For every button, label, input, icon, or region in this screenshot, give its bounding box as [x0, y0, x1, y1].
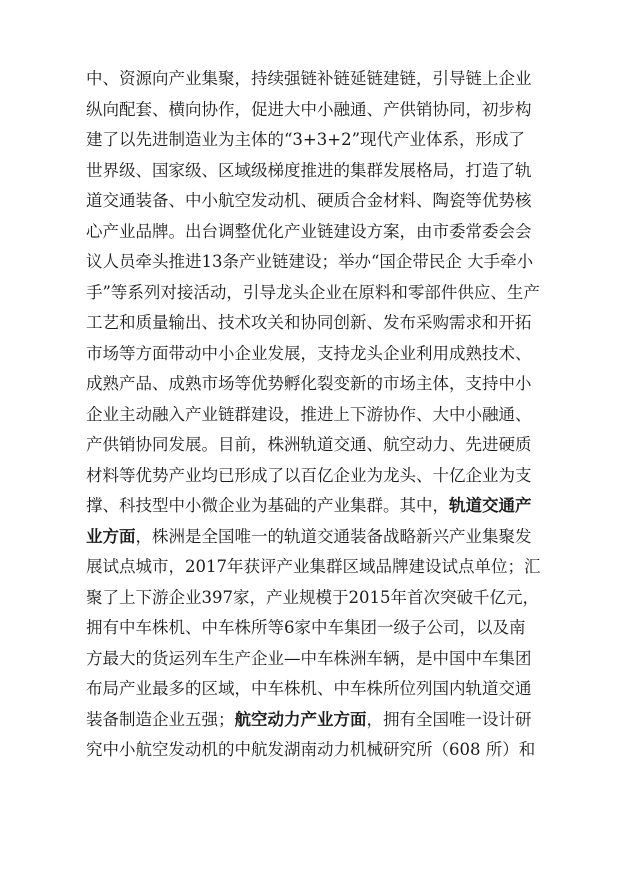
- bold-heading-segment: 业方面: [86, 526, 136, 546]
- text-segment: 展试点城市，2017年获评产业集群区域品牌建设试点单位；汇: [86, 557, 541, 576]
- text-line: [86, 186, 548, 217]
- text-line: [86, 217, 548, 248]
- text-segment: 产供销协同发展。目前，株洲轨道交通、航空动力、先进硬质: [86, 435, 532, 454]
- text-segment: ，株洲是全国唯一的轨道交通装备战略新兴产业集聚发: [135, 526, 532, 546]
- text-segment: 企业主动融入产业链群建设，推进上下游协作、大中小融通、: [86, 404, 532, 424]
- text-line: [86, 674, 548, 705]
- text-segment: 市场等方面带动中小企业发展，支持龙头企业利用成熟技术、: [86, 343, 532, 363]
- text-line: [86, 308, 548, 339]
- text-line: [86, 156, 548, 187]
- text-line: [86, 522, 548, 553]
- text-line: [86, 461, 548, 492]
- text-line: [86, 583, 548, 614]
- text-line: [86, 430, 548, 461]
- text-segment: 工艺和质量输出、技术攻关和协同创新、发布采购需求和开拓: [86, 313, 532, 332]
- text-segment: 道交通装备、中小航空发动机、硬质合金材料、陶瓷等优势核: [86, 191, 532, 210]
- text-segment: 布局产业最多的区域，中车株机、中车株所位列国内轨道交通: [86, 679, 532, 698]
- text-segment: 拥有中车株机、中车株所等6家中车集团一级子公司，以及南: [86, 618, 526, 637]
- text-segment: ，拥有全国唯一设计研: [366, 709, 532, 729]
- text-line: [86, 278, 548, 309]
- text-segment: 成熟产品、成熟市场等优势孵化裂变新的市场主体，支持中小: [86, 374, 532, 393]
- text-line: [86, 400, 548, 431]
- text-segment: 心产业品牌。出台调整优化产业链建设方案，由市委常委会会: [86, 221, 532, 241]
- text-line: [86, 369, 548, 400]
- text-segment: 中、资源向产业集聚，持续强链补链延链建链，引导链上企业: [86, 69, 532, 88]
- text-line: [86, 491, 548, 522]
- text-segment: 议人员牵头推进13条产业链建设；举办“国企带民企 大手牵小: [86, 252, 534, 271]
- text-segment: 世界级、国家级、区域级梯度推进的集群发展格局，打造了轨: [86, 160, 532, 180]
- text-line: [86, 95, 548, 126]
- text-segment: 究中小航空发动机的中航发湖南动力机械研究所（608 所）和: [86, 740, 536, 759]
- text-segment: 撑、科技型中小微企业为基础的产业集群。其中，: [86, 496, 449, 515]
- body-paragraph: [86, 64, 548, 766]
- text-segment: 方最大的货运列车生产企业—中车株洲车辆，是中国中车集团: [86, 648, 532, 668]
- text-segment: 聚了上下游企业397家，产业规模于2015年首次突破千亿元，: [86, 587, 539, 607]
- bold-heading-segment: 航空动力产业方面: [234, 709, 367, 729]
- text-line: [86, 247, 548, 278]
- text-segment: 纵向配套、横向协作，促进大中小融通、产供销协同，初步构: [86, 99, 532, 119]
- text-line: [86, 705, 548, 736]
- text-line: [86, 735, 548, 766]
- text-segment: 手”等系列对接活动，引导龙头企业在原料和零部件供应、生产: [86, 282, 540, 302]
- text-line: [86, 64, 548, 95]
- text-line: [86, 125, 548, 156]
- bold-heading-segment: 轨道交通产: [449, 496, 532, 515]
- text-segment: 建了以先进制造业为主体的“3+3+2”现代产业体系，形成了: [86, 130, 526, 149]
- text-line: [86, 644, 548, 675]
- text-segment: 材料等优势产业均已形成了以百亿企业为龙头、十亿企业为支: [86, 465, 532, 485]
- text-line: [86, 339, 548, 370]
- text-line: [86, 552, 548, 583]
- text-segment: 装备制造企业五强；: [86, 709, 235, 729]
- text-line: [86, 613, 548, 644]
